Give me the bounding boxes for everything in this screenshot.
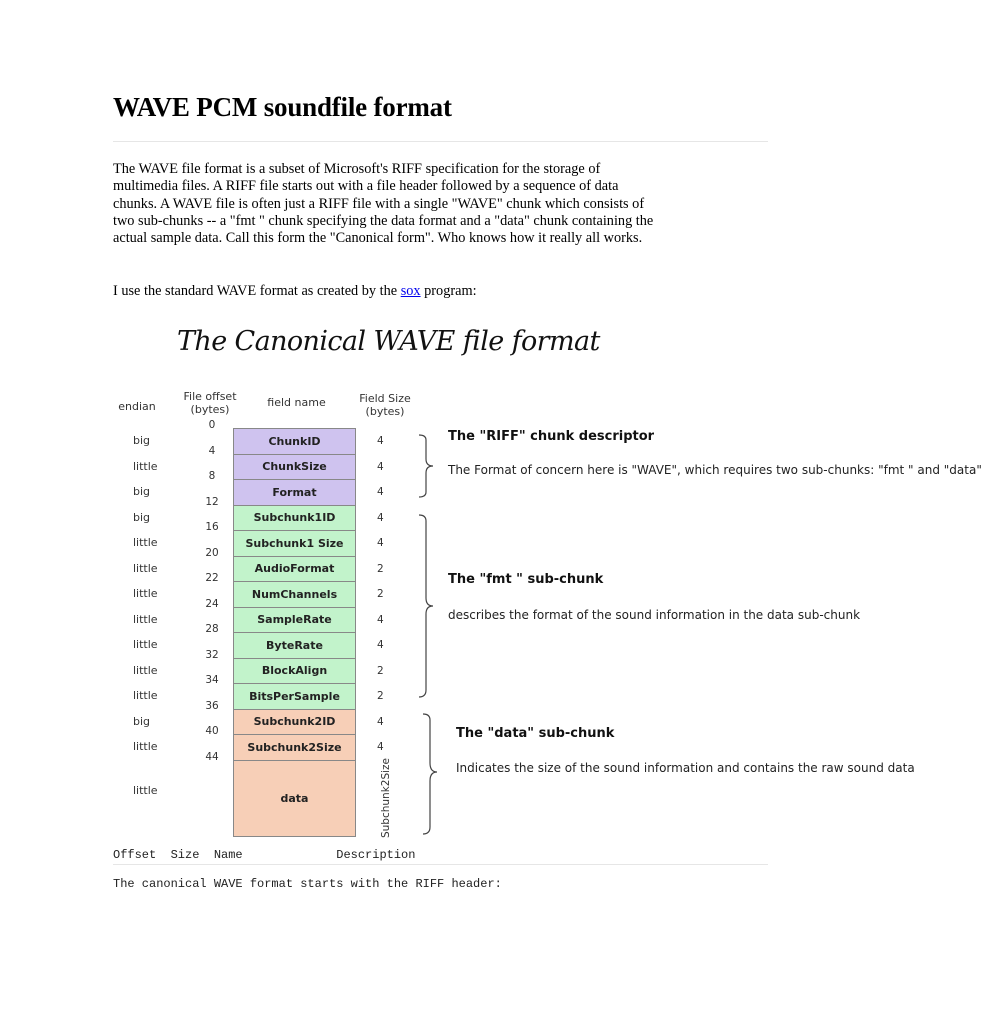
title-divider <box>113 141 768 142</box>
field-chunksize: ChunkSize <box>233 454 356 481</box>
endian-label: big <box>133 714 151 728</box>
field-table-header: Offset Size Name Description <box>113 848 416 862</box>
offset-label: 4 <box>208 444 216 457</box>
field-size-header: Field Size (bytes) <box>359 392 411 418</box>
offset-label: 40 <box>205 725 219 737</box>
field-data: data <box>233 760 356 837</box>
offset-label: 12 <box>205 495 219 508</box>
endian-label: little <box>133 638 158 651</box>
data-brace <box>423 714 437 834</box>
field-numchannels: NumChannels <box>233 581 356 608</box>
field-size-label: 4 <box>377 613 384 626</box>
endian-label: little <box>133 459 158 473</box>
field-size-label: 4 <box>377 460 384 473</box>
field-format: Format <box>233 479 356 506</box>
usage-paragraph <box>113 283 658 300</box>
endian-label: little <box>133 612 158 626</box>
sox-link[interactable]: sox <box>400 283 421 299</box>
endian-label: little <box>133 587 158 600</box>
field-subchunk2size: Subchunk2Size <box>233 734 356 761</box>
offset-label: 0 <box>208 419 216 431</box>
offset-label: 24 <box>205 597 219 610</box>
riff-section-title: The "RIFF" chunk descriptor <box>448 429 655 444</box>
table-divider <box>113 864 768 865</box>
field-size-label: 2 <box>377 562 384 575</box>
offset-label: 22 <box>205 572 219 584</box>
page-title: WAVE PCM soundfile format <box>113 92 452 122</box>
brace-layer <box>113 318 982 873</box>
field-blockalign: BlockAlign <box>233 658 356 685</box>
fmt-section-desc: describes the format of the sound information in the data sub-chunk <box>448 608 861 622</box>
offset-label: 28 <box>205 623 219 635</box>
fmt-section-title: The "fmt " sub-chunk <box>448 572 604 587</box>
usage-text-before: I use the standard WAVE format as created by the <box>113 283 401 299</box>
field-size-label: 4 <box>377 639 384 651</box>
endian-label: big <box>133 434 151 447</box>
field-size-label: 2 <box>377 664 384 677</box>
usage-text-after: program: <box>420 283 477 299</box>
field-subchunk2id: Subchunk2ID <box>233 709 356 736</box>
field-bitspersample: BitsPerSample <box>233 683 356 710</box>
riff-section-desc: The Format of concern here is "WAVE", which requires two sub-chunks: "fmt " and "data" <box>448 463 982 477</box>
fmt-brace <box>419 515 433 697</box>
endian-label: little <box>133 689 158 702</box>
intro-paragraph: The WAVE file format is a subset of Microsoft's RIFF specification for the storage of multimedia files. A RIFF file starts out with a file header followed by a sequence of data chunks. A WAVE file is often just a RIFF file with a single "WAVE" chunk which consists of two sub-chunks -- a "fmt " chunk specifying the data format and a "data" chunk containing the actual sample data. Call this form the "Canonical form". Who knows how it really all works. <box>113 161 654 247</box>
riff-brace <box>419 435 433 497</box>
field-size-label: 4 <box>377 741 384 753</box>
endian-label: little <box>133 740 158 753</box>
field-size-label: 4 <box>377 537 384 549</box>
endian-label: little <box>133 783 158 797</box>
offset-label: 44 <box>205 750 219 763</box>
endian-label: big <box>133 485 151 498</box>
offset-header: File offset (bytes) <box>183 390 237 416</box>
riff-header-intro: The canonical WAVE format starts with the RIFF header: <box>113 877 502 891</box>
endian-label: little <box>133 536 158 549</box>
field-subchunk1id: Subchunk1ID <box>233 505 356 532</box>
endian-header: endian <box>118 400 156 413</box>
field-size-label: 4 <box>377 486 384 498</box>
endian-label: little <box>133 561 158 575</box>
field-size-label: 2 <box>377 690 384 702</box>
field-size-label-vertical: Subchunk2Size <box>380 757 393 838</box>
field-audioformat: AudioFormat <box>233 556 356 583</box>
endian-label: big <box>133 510 151 524</box>
field-chunkid: ChunkID <box>233 428 356 455</box>
offset-label: 16 <box>205 521 219 533</box>
data-section-title: The "data" sub-chunk <box>456 726 615 741</box>
offset-label: 32 <box>205 648 219 661</box>
field-size-label: 4 <box>377 435 384 447</box>
field-samplerate: SampleRate <box>233 607 356 634</box>
field-subchunk1-size: Subchunk1 Size <box>233 530 356 557</box>
endian-label: little <box>133 663 158 677</box>
field-size-label: 4 <box>377 715 384 728</box>
offset-label: 36 <box>205 699 219 712</box>
wave-format-diagram <box>113 318 982 873</box>
offset-label: 20 <box>205 546 219 559</box>
field-size-label: 4 <box>377 511 384 524</box>
field-size-label: 2 <box>377 588 384 600</box>
offset-label: 34 <box>205 674 219 686</box>
offset-label: 8 <box>208 470 216 482</box>
field-name-header: field name <box>267 396 326 409</box>
field-byterate: ByteRate <box>233 632 356 659</box>
data-section-desc: Indicates the size of the sound information and contains the raw sound data <box>456 761 915 775</box>
diagram-title: The Canonical WAVE file format <box>177 326 600 357</box>
